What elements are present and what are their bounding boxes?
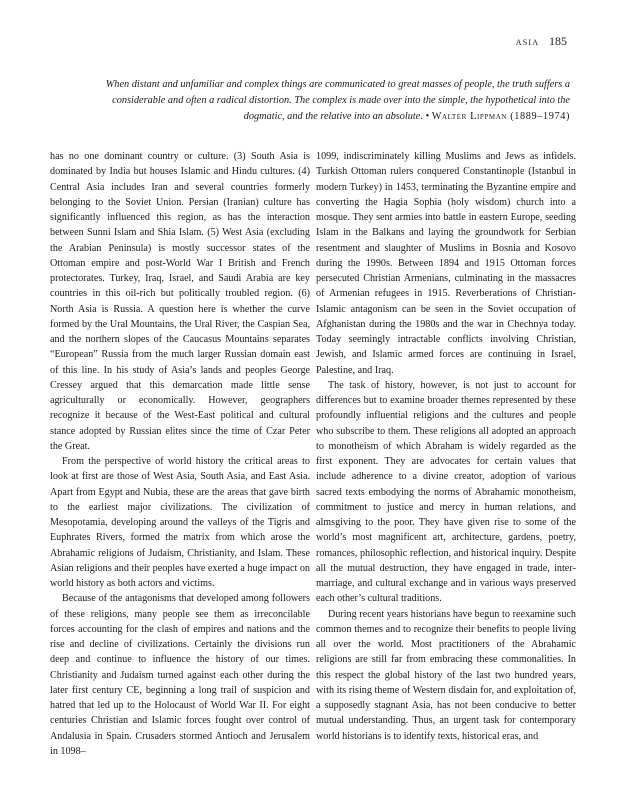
paragraph: 1099, indiscriminately killing Muslims and Jews as infidels. Turkish Ottoman rulers conquered Constantinople (Istanbul in modern Turkey) in 1453, terminating the Byzantine empire and converting the Hagia Sophia (holy wisdom) church into a mosque. They sent armies into battle in eastern Europe, seeding Islam in the Balkans and laying the groundwork for Serbian resentment and slaughter of Muslims in Bosnia and Kosovo during the 1990s. Between 1894 and 1915 Ottoman forces persecuted Christian Armenians, culminating in the massacres of Armenian refugees in 1915. Reverberations of Christian-Islamic antagonism can be seen in the Soviet occupation of Afghanistan during the 1980s and the war in Chechnya today. Today seemingly intractable conflicts involving Christian, Jewish, and Islamic armed forces are continuing in Israel, Palestine, and Iraq. — [316, 151, 576, 376]
epigraph-attribution: Walter Lippman (1889–1974) — [431, 111, 570, 122]
paragraph: From the perspective of world history the critical areas to look at first are those of West Asia, South Asia, and East Asia. Apart from Egypt and Nubia, these are the areas that gave birth to the earliest major civilizations. The civilization of Mesopotamia, developing around the valleys of the Tigris and Euphrates Rivers, formed the matrix from which arose the Abrahamic religions of Judaism, Christianity, and Islam. These Asian religions and their peoples have exerted a huge impact on world history as both actors and victims. — [50, 456, 310, 589]
right-column — [316, 149, 576, 744]
running-head — [516, 34, 567, 49]
section-title: asia — [515, 36, 540, 48]
paragraph: During recent years historians have begun to reexamine such common themes and to recognize their benefits to people living all over the world. Most practitioners of the Abrahamic religions are still far from embracing these commonalities. In this respect the global history of the last two hundred years, with its rising theme of Western disdain for, and exploitation of, a supposedly stagnant Asia, has not been conducive to better mutual understanding. Thus, an urgent task for contemporary world historians is to identify texts, historical eras, and — [316, 608, 576, 742]
paragraph: The task of history, however, is not just to account for differences but to examine broader themes represented by these profoundly influential religions and the cultures and people who subscribe to them. These religions all adopted an approach to monotheism of which Abraham is widely regarded as the first exponent. They are advocates for certain values that include adherence to a divine creator, adoption of various sacred texts embodying the norms of Abrahamic monotheism, commitment to justice and mercy in human relations, and almsgiving to the poor. They have given rise to some of the world’s most magnificent art, architecture, gardens, poetry, romances, philosophic reflection, and historical inquiry. Despite all the mutual destruction, they have engaged in trade, intermarriage, and cultural exchange and in various ways preserved each other’s cultural traditions. — [316, 379, 576, 605]
page-number: 185 — [549, 34, 567, 48]
epigraph-quote: When distant and unfamiliar and complex things are communicated to great masses of people, the truth suffers a considerable and often a radical distortion. The complex is made over into the simple, the hypothetical into the dogmatic, and the relative into an absolute. — [105, 79, 570, 122]
epigraph — [100, 77, 570, 125]
paragraph: Because of the antagonisms that developed among followers of these religions, many people see them as irreconcilable forces accounting for the clash of empires and nations and the rise and decline of civilizations. Certainly the divisions run deep and continue to influence the history of our times. Christianity and Judaism turned against each other during the later first century CE, beginning a long trail of suspicion and hatred that led up to the Holocaust of World War II. For eight centuries Christian and Islamic forces fought over control of Andalusia in Spain. Crusaders stormed Antioch and Jerusalem in 1098– — [50, 593, 310, 757]
epigraph-bullet: • — [425, 111, 430, 122]
left-column — [50, 149, 310, 759]
paragraph: has no one dominant country or culture. (3) South Asia is dominated by India but houses Islamic and Hindu cultures. (4) Central Asia includes Iran and several countries formerly belonging to the Soviet Union. Persian (Iranian) culture has significantly influenced this region, as has the interaction between Sunni Islam and Shia Islam. (5) West Asia (excluding the Arabian Peninsula) is mostly successor states of the Ottoman empire and post-World War I British and French protectorates. Turkey, Iraq, Israel, and Saudi Arabia are key countries in this oil-rich but politically troubled region. (6) North Asia is Russia. A question here is whether the curve formed by the Ural Mountains, the Ural River, the Caspian Sea, and the northern slopes of the Caucasus Mountains separates “European” Russia from the much larger Russian domain east of this line. In his study of Asia’s lands and peoples George Cressey argued that this demarcation made little sense agriculturally or economically. However, geographers recognize it because of the West-East political and cultural stance adopted by Russian elites since the time of Czar Peter the Great. — [50, 151, 310, 452]
